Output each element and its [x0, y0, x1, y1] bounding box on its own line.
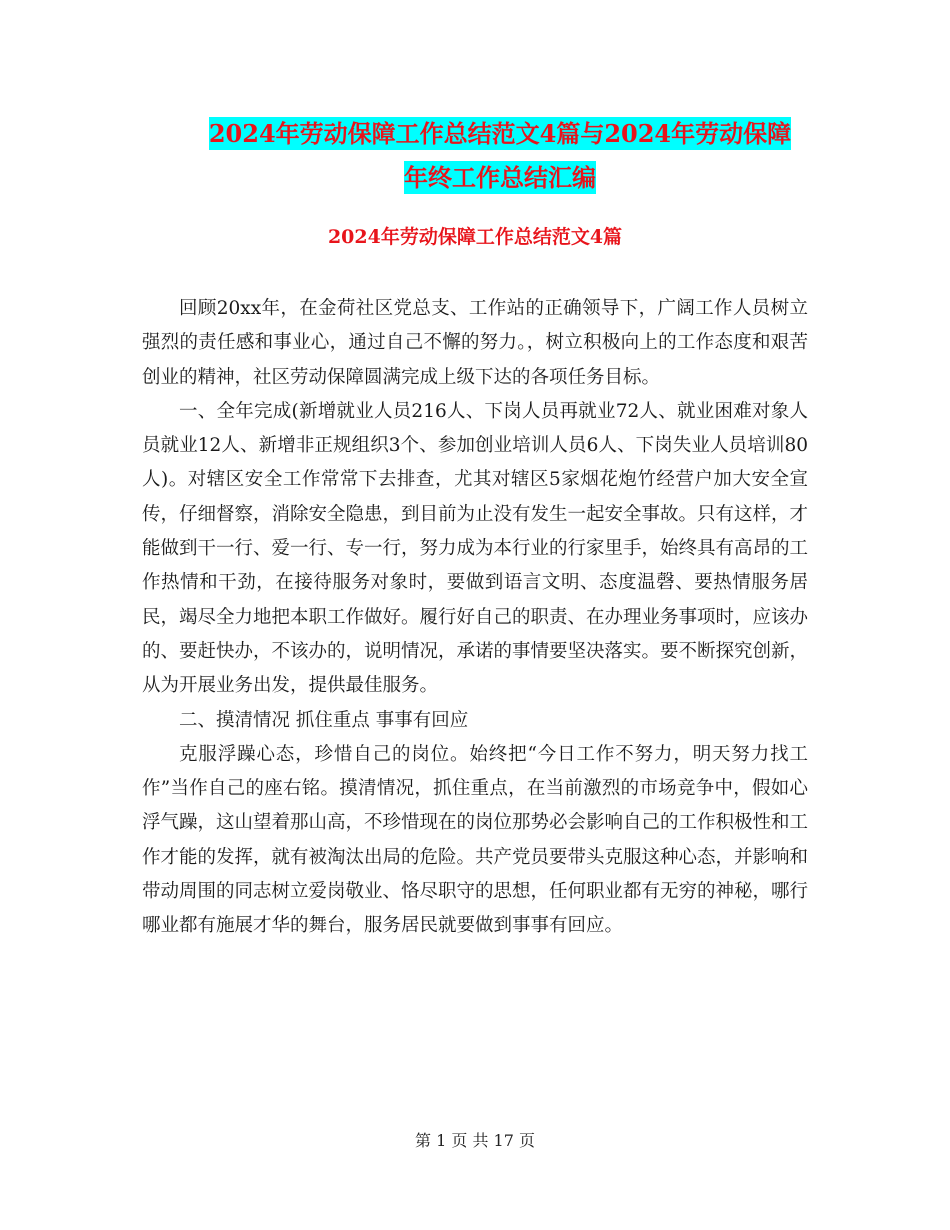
- main-title-line-2: 年终工作总结汇编: [404, 163, 596, 192]
- main-title-line-1: 2024年劳动保障工作总结范文4篇与2024年劳动保障: [208, 119, 792, 148]
- subheading-part-two: 二、摸清情况 抓住重点 事事有回应: [179, 709, 469, 731]
- page-number: 第 1 页 共 17 页: [415, 1131, 535, 1150]
- document-body: [142, 292, 808, 944]
- paragraph-part-two: 克服浮躁心态，珍惜自己的岗位。始终把“今日工作不努力，明天努力找工作”当作自己的座右铭。摸清情况，抓住重点，在当前激烈的市场竞争中，假如心浮气躁，这山望着那山高，不珍惜现在的岗位那势必会影响自己的工作积极性和工作才能的发挥，就有被淘汰出局的危险。共产党员要带头克服这种心态，并影响和带动周围的同志树立爱岗敬业、恪尽职守的思想，任何职业都有无穷的神秘，哪行哪业都有施展才华的舞台，服务居民就要做到事事有回应。: [142, 743, 809, 937]
- page-footer: [0, 1128, 950, 1151]
- main-title: [140, 112, 860, 200]
- paragraph-part-one: 一、全年完成(新增就业人员216人、下岗人员再就业72人、就业困难对象人员就业12人、新增非正规组织3个、参加创业培训人员6人、下岗失业人员培训80人)。对辖区安全工作常常下去排查，尤其对辖区5家烟花炮竹经营户加大安全宣传，仔细督察，消除安全隐患，到目前为止没有发生一起安全事故。只有这样，才能做到干一行、爱一行、专一行，努力成为本行业的行家里手，始终具有高昂的工作热情和干劲，在接待服务对象时，要做到语言文明、态度温磬、要热情服务居民，竭尽全力地把本职工作做好。履行好自己的职责、在办理业务事项时，应该办的、要赶快办，不该办的，说明情况，承诺的事情要坚决落实。要不断探究创新，从为开展业务出发，提供最佳服务。: [142, 400, 809, 697]
- section-title: 2024年劳动保障工作总结范文4篇: [327, 226, 623, 248]
- paragraph-intro: 回顾20xx年，在金荷社区党总支、工作站的正确领导下，广阔工作人员树立强烈的责任感和事业心，通过自己不懈的努力。，树立积极向上的工作态度和艰苦创业的精神，社区劳动保障圆满完成上级下达的各项任务目标。: [142, 298, 808, 388]
